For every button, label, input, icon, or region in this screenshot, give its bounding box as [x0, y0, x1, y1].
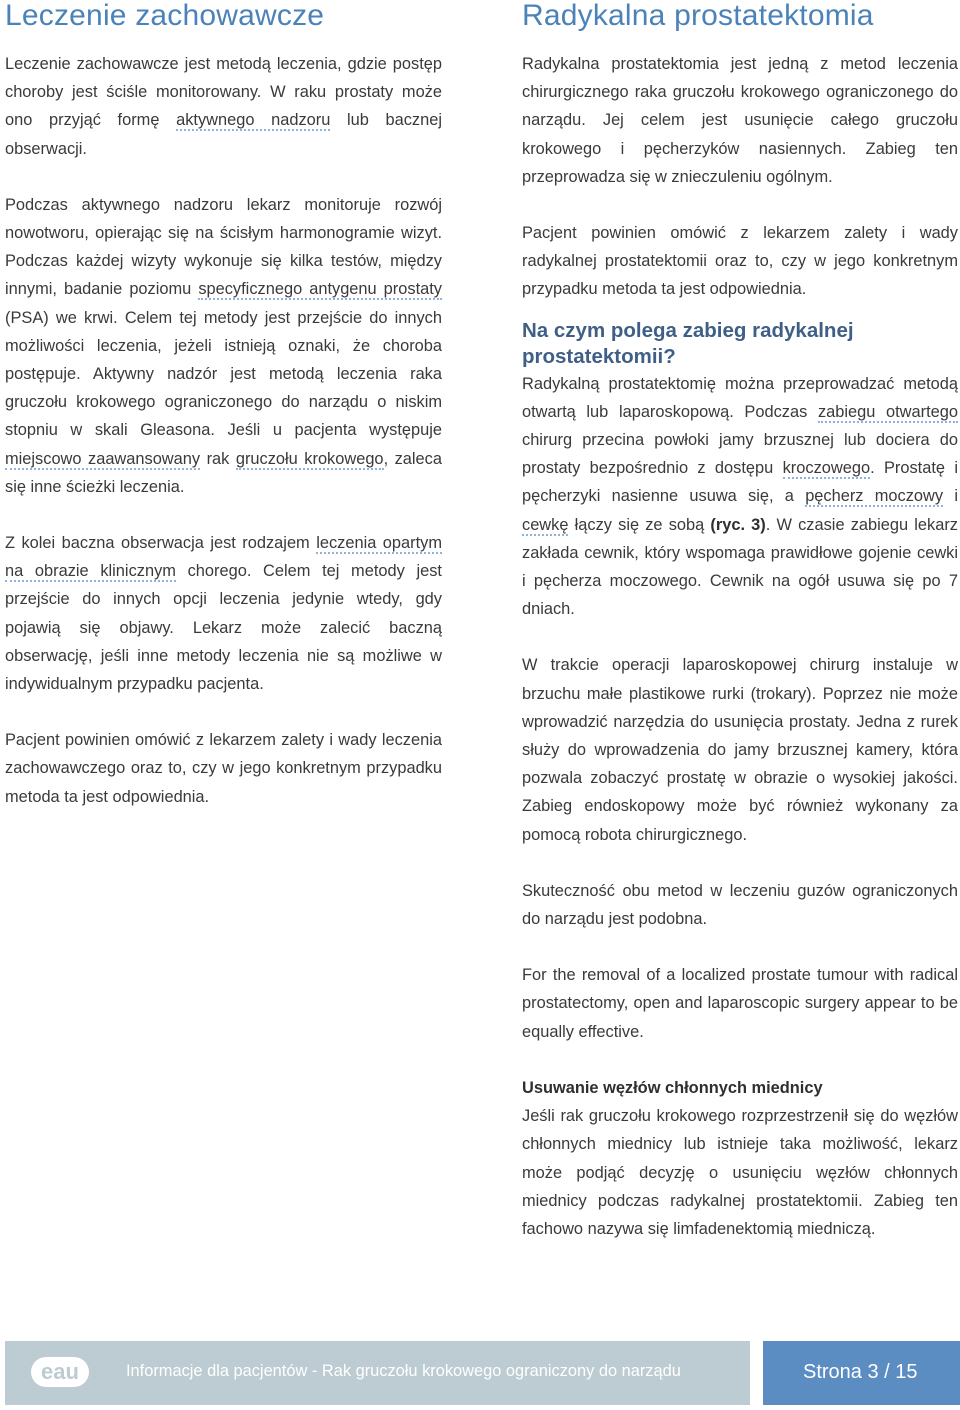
footer [0, 1341, 960, 1405]
figure-reference: (ryc. 3) [710, 515, 766, 534]
glossary-link[interactable]: kroczowego [782, 459, 871, 478]
lymph-node-heading: Usuwanie węzłów chłonnych miednicy [522, 1078, 823, 1097]
right-paragraph-2: Pacjent powinien omówić z lekarzem zalety i wady radykalnej prostatektomii oraz to, czy w jego konkretnym przypadku metoda ta jest odpowiednia. [522, 224, 958, 299]
left-paragraph-4: Pacjent powinien omówić z lekarzem zalety i wady leczenia zachowawczego oraz to, czy w jego konkretnym przypadku metoda ta jest odpowiednia. [5, 731, 442, 806]
page-indicator [763, 1341, 960, 1405]
right-section-title: Radykalna prostatektomia [522, 0, 874, 32]
left-column [5, 0, 442, 811]
glossary-link[interactable]: cewkę [522, 515, 569, 534]
right-paragraph-3: Radykalną prostatektomię można przeprowadzać metodą otwartą lub laparoskopową. Podczas zabiegu otwartego chirurg przecina powłoki jamy brzusznej lub dociera do prostaty bezpośrednio z dostępu kroczowego. Prostatę i pęcherzyki nasienne usuwa się, a pęcherz moczowy i cewkę łączy się ze sobą (ryc. 3). W czasie zabiegu lekarz zakłada cewnik, który wspomaga prawidłowe gojenie cewki i pęcherza moczowego. Cewnik na ogół usuwa się po 7 dniach. [522, 374, 959, 619]
glossary-link[interactable]: gruczołu krokowego [235, 449, 384, 468]
right-paragraph-6: For the removal of a localized prostate tumour with radical prostatectomy, open and laparoscopic surgery appear to be equally effective. [522, 966, 958, 1041]
glossary-link[interactable]: zabiegu otwartego [817, 402, 958, 421]
footer-title-bar [5, 1341, 750, 1405]
left-paragraph-2: Podczas aktywnego nadzoru lekarz monitoruje rozwój nowotworu, opierając się na ścisłym harmonogramie wizyt. Podczas każdej wizyty wykonuje się kilka testów, między innymi, badanie poziomu specyficznego antygenu prostaty (PSA) we krwi. Celem tej metody jest przejście do innych możliwości leczenia, jeżeli istnieją oznaki, że choroba postępuje. Aktywny nadzór jest metodą leczenia raka gruczołu krokowego ograniczonego do narządu o niskim stopniu w skali Gleasona. Jeśli u pacjenta występuje miejscowo zaawansowany rak gruczołu krokowego, zaleca się inne ścieżki leczenia. [5, 195, 442, 496]
eau-logo-icon [29, 1353, 91, 1391]
left-paragraph-3: Z kolei baczna obserwacja jest rodzajem leczenia opartym na obrazie klinicznym chorego. Celem tej metody jest przejście do innych opcji leczenia jedynie wtedy, gdy pojawią się objawy. Lekarz może zalecić baczną obserwację, jeśli inne metody leczenia nie są możliwe w indywidualnym przypadku pacjenta. [5, 534, 442, 694]
glossary-link[interactable]: pęcherz moczowy [805, 487, 944, 506]
page-number: Strona 3 / 15 [803, 1361, 918, 1383]
right-paragraph-7: Usuwanie węzłów chłonnych miednicy Jeśli rak gruczołu krokowego rozprzestrzenił się do węzłów chłonnych miednicy lub istnieje taka możliwość, lekarz może podjąć decyzję o usunięciu węzłów chłonnych miednicy podczas radykalnej prostatektomii. Zabieg ten fachowo nazywa się limfadenektomią miedniczą. [522, 1078, 958, 1238]
glossary-link[interactable]: miejscowo zaawansowany [5, 449, 201, 468]
left-section-title: Leczenie zachowawcze [5, 0, 325, 32]
glossary-link[interactable]: aktywnego nadzoru [176, 111, 331, 130]
right-column [522, 0, 958, 1243]
right-paragraph-5: Skuteczność obu metod w leczeniu guzów ograniczonych do narządu jest podobna. [522, 881, 958, 929]
right-subheading: Na czym polega zabieg radykalnej prostatektomii? [522, 318, 854, 368]
right-paragraph-1: Radykalna prostatektomia jest jedną z metod leczenia chirurgicznego raka gruczołu krokowego ograniczonego do narządu. Jej celem jest usunięcie całego gruczołu krokowego i pęcherzyków nasiennych. Zabieg ten przeprowadza się w znieczuleniu ogólnym. [522, 55, 958, 186]
svg-text:eau: eau [41, 1359, 79, 1384]
left-paragraph-1: Leczenie zachowawcze jest metodą leczenia, gdzie postęp choroby jest ściśle monitorowany. W raku prostaty może ono przyjąć formę aktywnego nadzoru lub bacznej obserwacji. [5, 55, 442, 158]
footer-text: Informacje dla pacjentów - Rak gruczołu krokowego ograniczony do narządu [126, 1362, 681, 1380]
glossary-link[interactable]: specyficznego antygenu prostaty [198, 280, 442, 299]
glossary-link[interactable]: leczenia opartym na obrazie klinicznym [5, 534, 442, 581]
right-paragraph-4: W trakcie operacji laparoskopowej chirurg instaluje w brzuchu małe plastikowe rurki (trokary). Poprzez nie może wprowadzić narzędzia do usunięcia prostaty. Jedna z rurek służy do wprowadzenia do jamy brzusznej kamery, która pozwala zobaczyć prostatę w obrazie o wysokiej jakości. Zabieg endoskopowy może być również wykonany za pomocą robota chirurgicznego. [522, 656, 958, 844]
